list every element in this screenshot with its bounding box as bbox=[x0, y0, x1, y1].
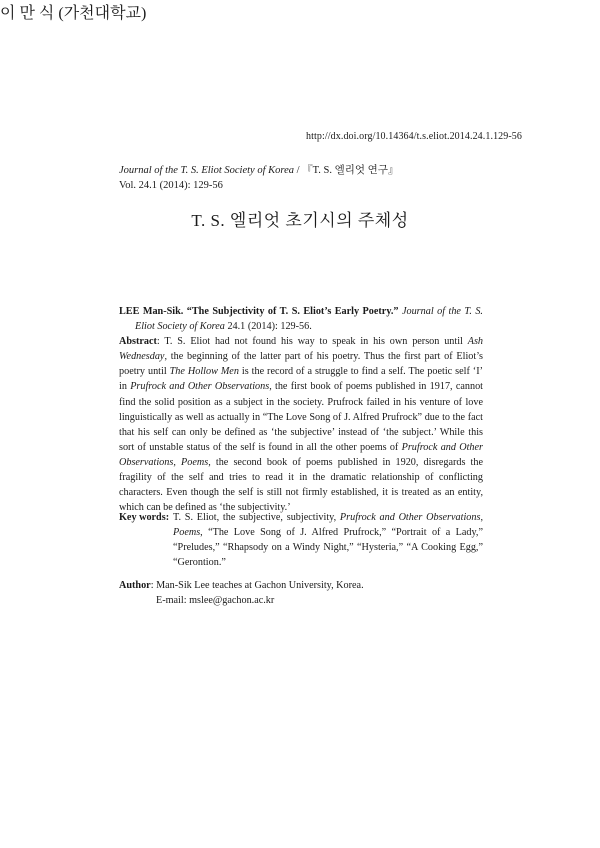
keyword-text: , bbox=[480, 512, 483, 523]
journal-name-en: Journal of the T. S. Eliot Society of Korea bbox=[119, 165, 294, 176]
author-label: Author bbox=[119, 580, 151, 591]
journal-name bbox=[119, 163, 398, 178]
citation-journal: Journal of the T. S. Eliot Society of Korea bbox=[135, 306, 483, 333]
author-text: : Man-Sik Lee teaches at Gachon University, Korea. bbox=[150, 580, 364, 591]
abstract-italic-title: Poems bbox=[181, 456, 209, 468]
abstract-text-part: , bbox=[173, 456, 182, 468]
keywords-label: Key words: bbox=[119, 512, 170, 523]
abstract-text-part: is the record of a struggle to find a self. The poetic self ‘I’ in bbox=[119, 366, 483, 393]
journal-separator: / bbox=[293, 165, 303, 176]
abstract-text-part: : T. S. Eliot had not found his way to speak in his own person until bbox=[156, 336, 468, 348]
abstract-label: Abstract bbox=[119, 336, 157, 348]
author-line bbox=[119, 578, 364, 593]
journal-name-kr: 『T. S. 엘리엇 연구』 bbox=[302, 165, 399, 176]
abstract-text-part: , the beginning of the latter part of his poetry. Thus the first part of Eliot’s poetry until bbox=[119, 351, 483, 378]
abstract-italic-title: The Hollow Men bbox=[169, 366, 239, 378]
journal-volume: Vol. 24.1 (2014): 129-56 bbox=[119, 180, 223, 191]
author-name-kr: 이 만 식 (가천대학교) bbox=[0, 5, 147, 22]
abstract-italic-title: Ash Wednesday bbox=[119, 336, 483, 363]
doi-link[interactable]: http://dx.doi.org/10.14364/t.s.eliot.2014.24.1.129-56 bbox=[306, 131, 522, 142]
author-info bbox=[119, 578, 364, 608]
page-title: T. S. 엘리엇 초기시의 주체성 bbox=[191, 211, 409, 230]
keywords-section bbox=[119, 510, 483, 570]
citation bbox=[119, 304, 483, 334]
citation-issue: 24.1 (2014): 129-56. bbox=[227, 321, 312, 333]
author-email[interactable]: E-mail: mslee@gachon.ac.kr bbox=[156, 595, 275, 607]
abstract-italic-title: Prufrock and Other Observations bbox=[119, 441, 483, 468]
abstract-text-part: , the first book of poems published in 1917, cannot find the solid position as a subject in the society. Prufrock failed in his venture of love linguistically as well as actually in “The Love Song of J. Alfred Prufrock” due to the fact that his self can only be defined as ‘the subjective’ instead of ‘the subject.’ While this sort of unstable status of the self is found in all the other poems of bbox=[119, 381, 483, 453]
abstract-text-part: , the second book of poems published in 1920, disregards the fragility of the self and tries to read it in the dramatic relationship of conflicting characters. Even though the self is still not firmly established, it is treated as an entity, which can be defined as ‘the subjectivity.’ bbox=[119, 456, 483, 514]
keyword-text: , “The Love Song of J. Alfred Prufrock,” “Portrait of a Lady,” “Preludes,” “Rhapsody on a Windy Night,” “Hysteria,” “A Cooking Egg,” “Gerontion.” bbox=[173, 527, 483, 569]
abstract-italic-title: Prufrock and Other Observations bbox=[130, 381, 270, 393]
citation-article-title: “The Subjectivity of T. S. Eliot’s Early Poetry.” bbox=[186, 306, 399, 317]
keyword-italic: Poems bbox=[173, 527, 201, 539]
abstract-text bbox=[119, 334, 483, 515]
abstract-section bbox=[119, 304, 483, 515]
keyword-italic: Prufrock and Other Observations bbox=[339, 512, 481, 523]
keyword-text: T. S. Eliot, the subjective, subjectivity, bbox=[173, 512, 340, 523]
keywords-list bbox=[173, 510, 483, 570]
citation-author: LEE Man-Sik. bbox=[119, 306, 184, 317]
